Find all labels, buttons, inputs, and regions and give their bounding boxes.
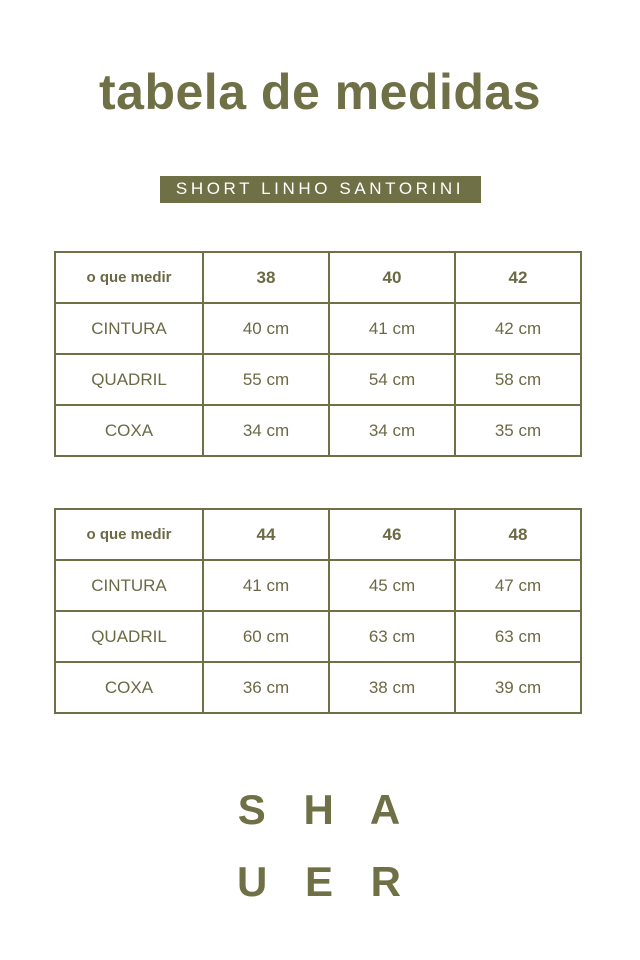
row-label: QUADRIL xyxy=(55,611,203,662)
column-header-size: 42 xyxy=(455,252,581,303)
table-header-row xyxy=(55,252,581,303)
table-cell: 47 cm xyxy=(455,560,581,611)
table-cell: 63 cm xyxy=(329,611,455,662)
table-cell: 36 cm xyxy=(203,662,329,713)
column-header-size: 44 xyxy=(203,509,329,560)
product-name-badge: SHORT LINHO SANTORINI xyxy=(160,176,481,203)
row-label: CINTURA xyxy=(55,303,203,354)
table-row xyxy=(55,560,581,611)
table-cell: 63 cm xyxy=(455,611,581,662)
row-label: COXA xyxy=(55,405,203,456)
table-cell: 40 cm xyxy=(203,303,329,354)
table-cell: 60 cm xyxy=(203,611,329,662)
table-cell: 42 cm xyxy=(455,303,581,354)
table-cell: 54 cm xyxy=(329,354,455,405)
table-cell: 55 cm xyxy=(203,354,329,405)
table-row xyxy=(55,303,581,354)
table-cell: 34 cm xyxy=(203,405,329,456)
table-header-row xyxy=(55,509,581,560)
table-row xyxy=(55,354,581,405)
column-header-size: 40 xyxy=(329,252,455,303)
table-cell: 38 cm xyxy=(329,662,455,713)
row-label: COXA xyxy=(55,662,203,713)
table-cell: 41 cm xyxy=(203,560,329,611)
column-header-size: 38 xyxy=(203,252,329,303)
brand-logo-line-2: U E R xyxy=(236,858,403,905)
table-cell: 58 cm xyxy=(455,354,581,405)
size-table-1 xyxy=(54,251,582,457)
brand-logo-line-1: S H A xyxy=(237,786,403,833)
table-cell: 34 cm xyxy=(329,405,455,456)
table-cell: 45 cm xyxy=(329,560,455,611)
column-header-size: 46 xyxy=(329,509,455,560)
row-label: CINTURA xyxy=(55,560,203,611)
page-title: tabela de medidas xyxy=(99,64,541,120)
product-banner xyxy=(0,176,640,203)
table-cell: 39 cm xyxy=(455,662,581,713)
table-cell: 35 cm xyxy=(455,405,581,456)
table-cell: 41 cm xyxy=(329,303,455,354)
table-row xyxy=(55,662,581,713)
size-table-2 xyxy=(54,508,582,714)
table-row xyxy=(55,405,581,456)
row-label: QUADRIL xyxy=(55,354,203,405)
table-row xyxy=(55,611,581,662)
column-header-measure: o que medir xyxy=(55,252,203,303)
column-header-measure: o que medir xyxy=(55,509,203,560)
column-header-size: 48 xyxy=(455,509,581,560)
